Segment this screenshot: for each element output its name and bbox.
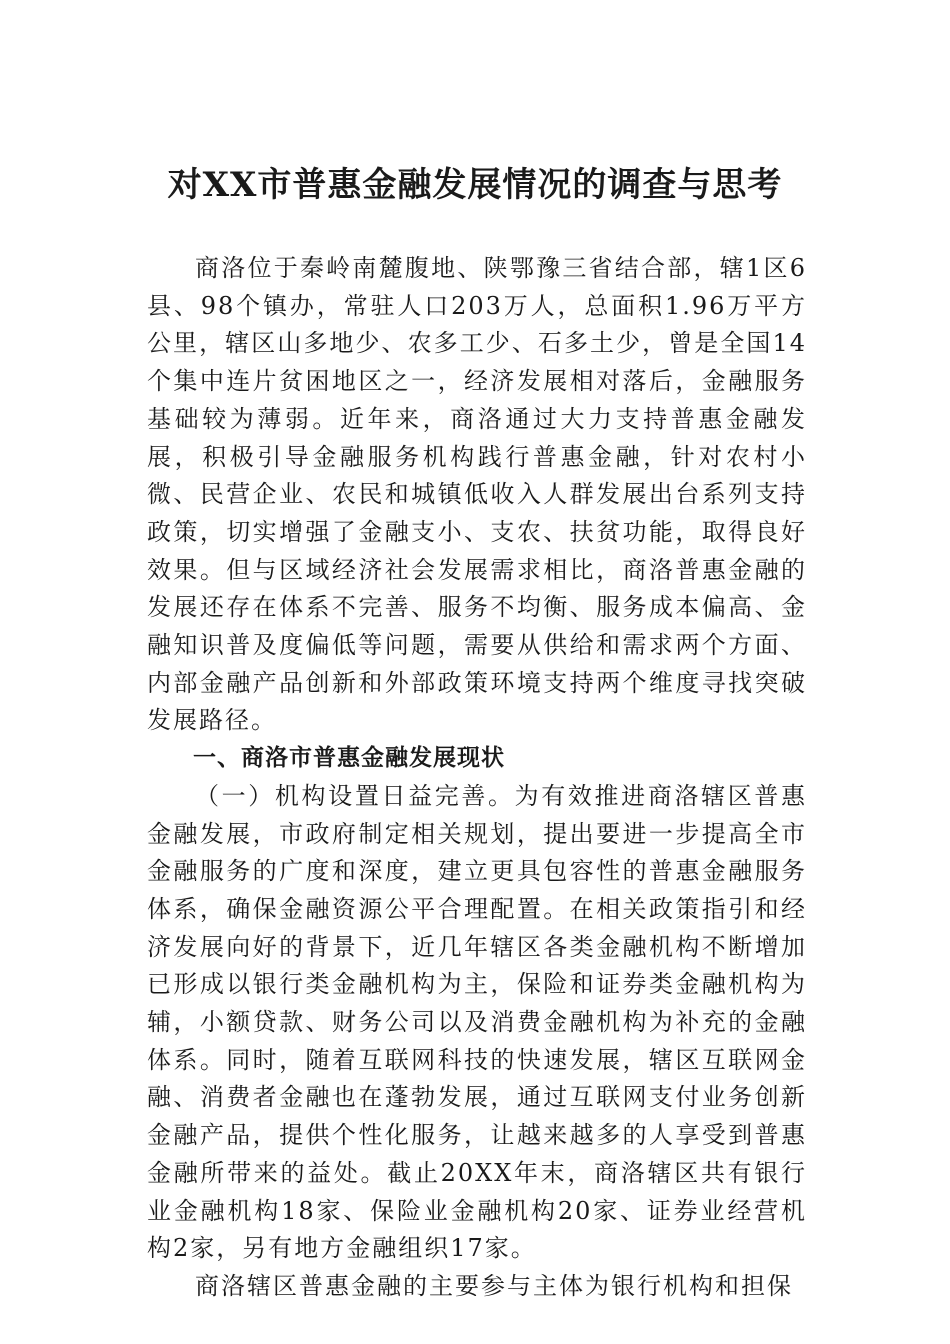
document-body [147,250,807,1306]
intro-paragraph: 商洛位于秦岭南麓腹地、陕鄂豫三省结合部，辖1区6县、98个镇办，常驻人口203万人，总面积1.96万平方公里，辖区山多地少、农多工少、石多土少，曾是全国14个集中连片贫困地区之一，经济发展相对落后，金融服务基础较为薄弱。近年来，商洛通过大力支持普惠金融发展，积极引导金融服务机构践行普惠金融，针对农村小微、民营企业、农民和城镇低收入人群发展出台系列支持政策，切实增强了金融支小、支农、扶贫功能，取得良好效果。但与区域经济社会发展需求相比，商洛普惠金融的发展还存在体系不完善、服务不均衡、服务成本偏高、金融知识普及度偏低等问题，需要从供给和需求两个方面、内部金融产品创新和外部政策环境支持两个维度寻找突破发展路径。 [147,254,807,735]
subsection-text: 为有效推进商洛辖区普惠金融发展，市政府制定相关规划，提出要进一步提高全市金融服务的广度和深度，建立更具包容性的普惠金融服务体系，确保金融资源公平合理配置。在相关政策指引和经济发展向好的背景下，近几年辖区各类金融机构不断增加已形成以银行类金融机构为主，保险和证券类金融机构为辅，小额贷款、财务公司以及消费金融机构为补充的金融体系。同时，随着互联网科技的快速发展，辖区互联网金融、消费者金融也在蓬勃发展，通过互联网支付业务创新金融产品，提供个性化服务，让越来越多的人享受到普惠金融所带来的益处。截止20XX年末，商洛辖区共有银行业金融机构18家、保险业金融机构20家、证券业经营机构2家，另有地方金融组织17家。 [147,781,808,1263]
document-title: 对XX市普惠金融发展情况的调查与思考 [167,165,783,205]
subsection-heading: （一）机构设置日益完善。 [195,781,515,810]
closing-paragraph: 商洛辖区普惠金融的主要参与主体为银行机构和担保 [195,1271,793,1300]
section-heading: 一、商洛市普惠金融发展现状 [193,745,505,772]
subsection-paragraph [147,778,807,1268]
